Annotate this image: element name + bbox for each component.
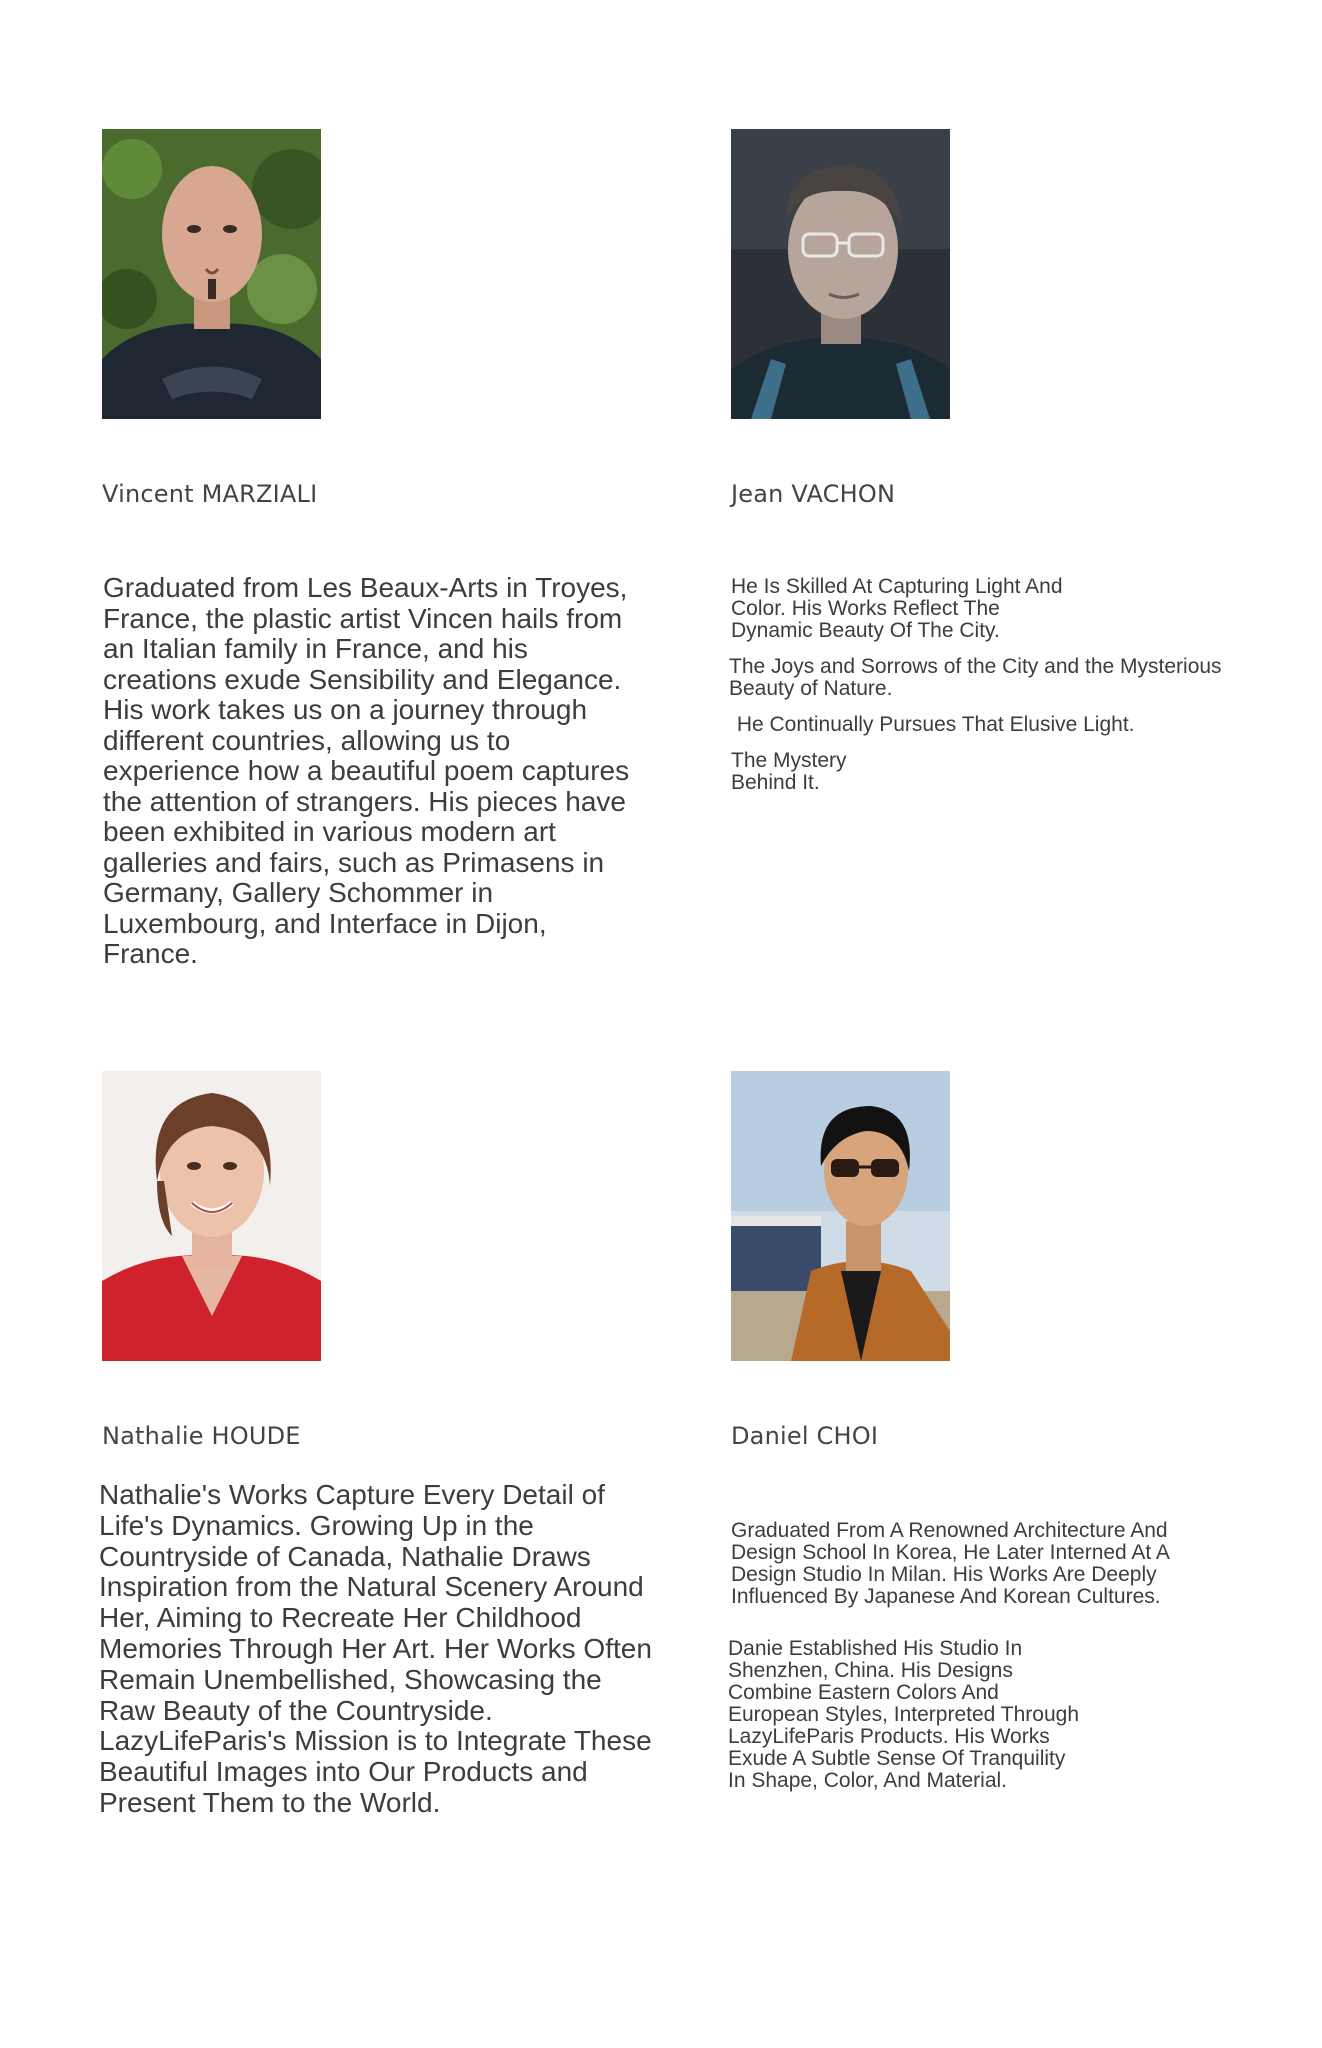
artist-name: Daniel CHOI bbox=[731, 1422, 879, 1450]
bio-paragraph: The Mystery Behind It. bbox=[731, 749, 847, 794]
bio-paragraph: He Is Skilled At Capturing Light And Color. His Works Reflect The Dynamic Beauty Of The City. bbox=[731, 575, 1063, 642]
artist-name: Jean VACHON bbox=[731, 480, 896, 508]
bio-paragraph: He Continually Pursues That Elusive Light. bbox=[731, 713, 1135, 736]
artist-photo-daniel bbox=[731, 1071, 950, 1361]
artist-name: Vincent MARZIALI bbox=[102, 480, 318, 508]
bio-paragraph: The Joys and Sorrows of the City and the Mysterious Beauty of Nature. bbox=[729, 655, 1222, 700]
artist-name: Nathalie HOUDE bbox=[102, 1422, 301, 1450]
artist-photo-vincent bbox=[102, 129, 321, 419]
artist-photo-jean bbox=[731, 129, 950, 419]
artist-bio: Nathalie's Works Capture Every Detail of Life's Dynamics. Growing Up in the Countryside of Canada, Nathalie Draws Inspiration from the Natural Scenery Around Her, Aiming to Recreate Her Childhood Memories Through Her Art. Her Works Often Remain Unembellished, Showcasing the Raw Beauty of the Countryside. LazyLifeParis's Mission is to Integrate These Beautiful Images into Our Products and Present Them to the World. bbox=[99, 1479, 652, 1818]
artist-bio bbox=[728, 1519, 1171, 1792]
portrait-bald-man-icon bbox=[102, 129, 321, 419]
portrait-woman-red-top-icon bbox=[102, 1071, 321, 1361]
artist-bio: Graduated from Les Beaux-Arts in Troyes, France, the plastic artist Vincen hails from an Italian family in France, and his creations exude Sensibility and Elegance. His work takes us on a journey through different countries, allowing us to experience how a beautiful poem captures the attention of strangers. His pieces have been exhibited in various modern art galleries and fairs, such as Primasens in Germany, Gallery Schommer in Luxembourg, and Interface in Dijon, France. bbox=[103, 572, 630, 969]
portrait-man-glasses-icon bbox=[731, 129, 950, 419]
bio-paragraph: Danie Established His Studio In Shenzhen, China. His Designs Combine Eastern Colors And European Styles, Interpreted Through LazyLifeParis Products. His Works Exude A Subtle Sense Of Tranquility In Shape, Color, And Material. bbox=[728, 1637, 1080, 1792]
bio-paragraph: Graduated From A Renowned Architecture And Design School In Korea, He Later Interned At A Design Studio In Milan. His Works Are Deeply Influenced By Japanese And Korean Cultures. bbox=[731, 1519, 1169, 1608]
portrait-man-sunglasses-icon bbox=[731, 1071, 950, 1361]
artist-photo-nathalie bbox=[102, 1071, 321, 1361]
artist-bio bbox=[731, 576, 1291, 794]
